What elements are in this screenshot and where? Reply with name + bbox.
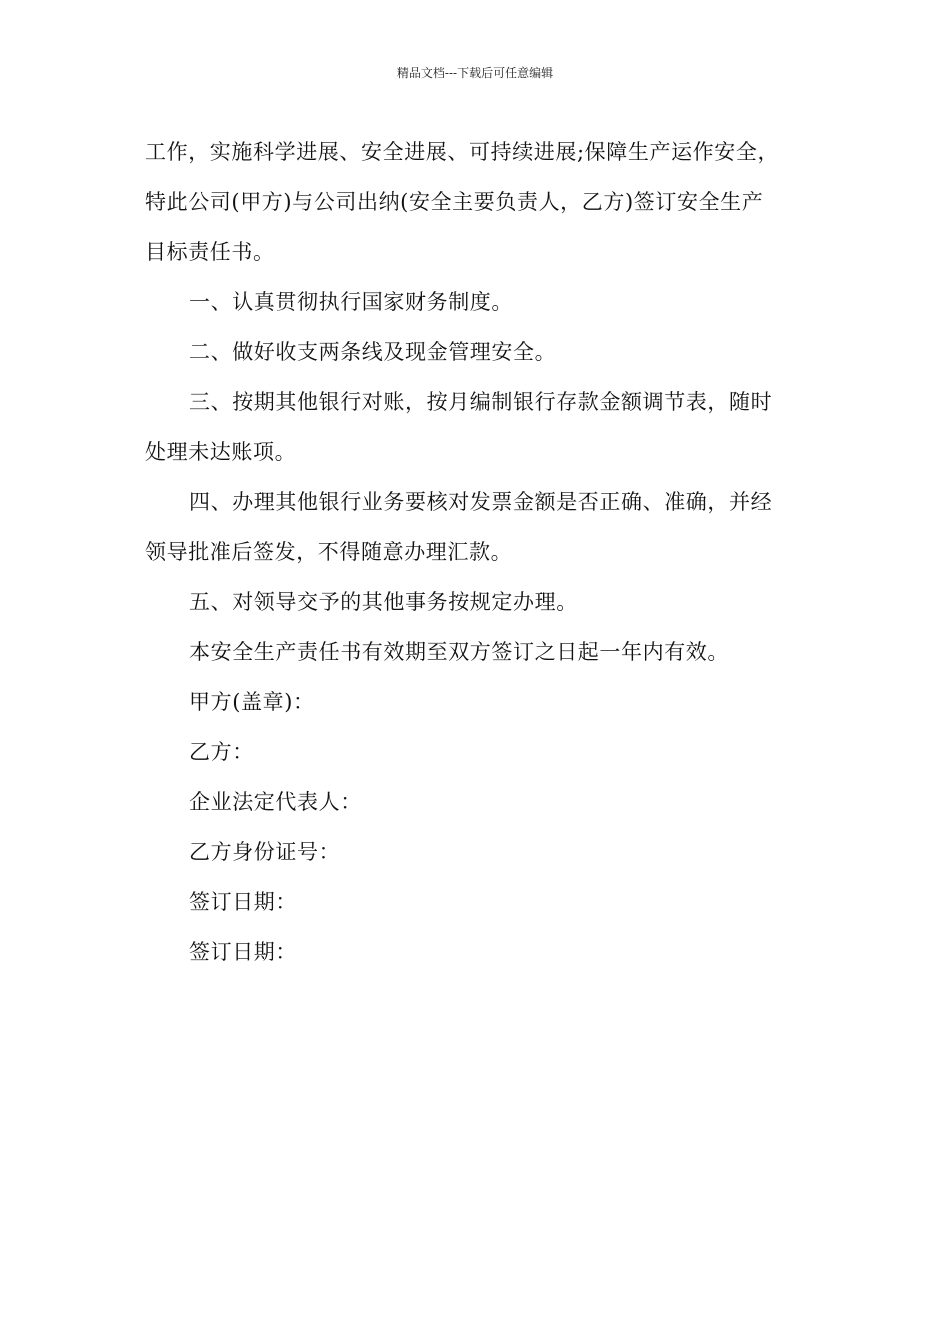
body-line-1: 工作，实施科学进展、安全进展、可持续进展;保障生产运作安全，: [145, 140, 780, 164]
clause-4: 四、办理其他银行业务要核对发票金额是否正确、准确，并经: [189, 490, 773, 514]
body-line-3: 目标责任书。: [145, 240, 275, 264]
clause-1: 一、认真贯彻执行国家财务制度。: [189, 290, 513, 314]
party-a-seal-line: 甲方(盖章)：: [189, 690, 315, 714]
clause-3: 三、按期其他银行对账，按月编制银行存款金额调节表，随时: [189, 390, 773, 414]
validity-statement: 本安全生产责任书有效期至双方签订之日起一年内有效。: [189, 640, 729, 664]
clause-2: 二、做好收支两条线及现金管理安全。: [189, 340, 557, 364]
signing-date-line-2: 签订日期：: [189, 940, 297, 964]
clause-3-continued: 处理未达账项。: [145, 440, 297, 464]
party-b-id-line: 乙方身份证号：: [189, 840, 341, 864]
clause-5: 五、对领导交予的其他事务按规定办理。: [189, 590, 578, 614]
body-line-2: 特此公司(甲方)与公司出纳(安全主要负责人，乙方)签订安全生产: [145, 190, 764, 214]
party-b-line: 乙方：: [189, 740, 254, 764]
signing-date-line-1: 签订日期：: [189, 890, 297, 914]
legal-representative-line: 企业法定代表人：: [189, 790, 362, 814]
document-body: [145, 127, 810, 977]
clause-4-continued: 领导批准后签发，不得随意办理汇款。: [145, 540, 513, 564]
page-header: 精品文档---下载后可任意编辑: [396, 66, 554, 80]
